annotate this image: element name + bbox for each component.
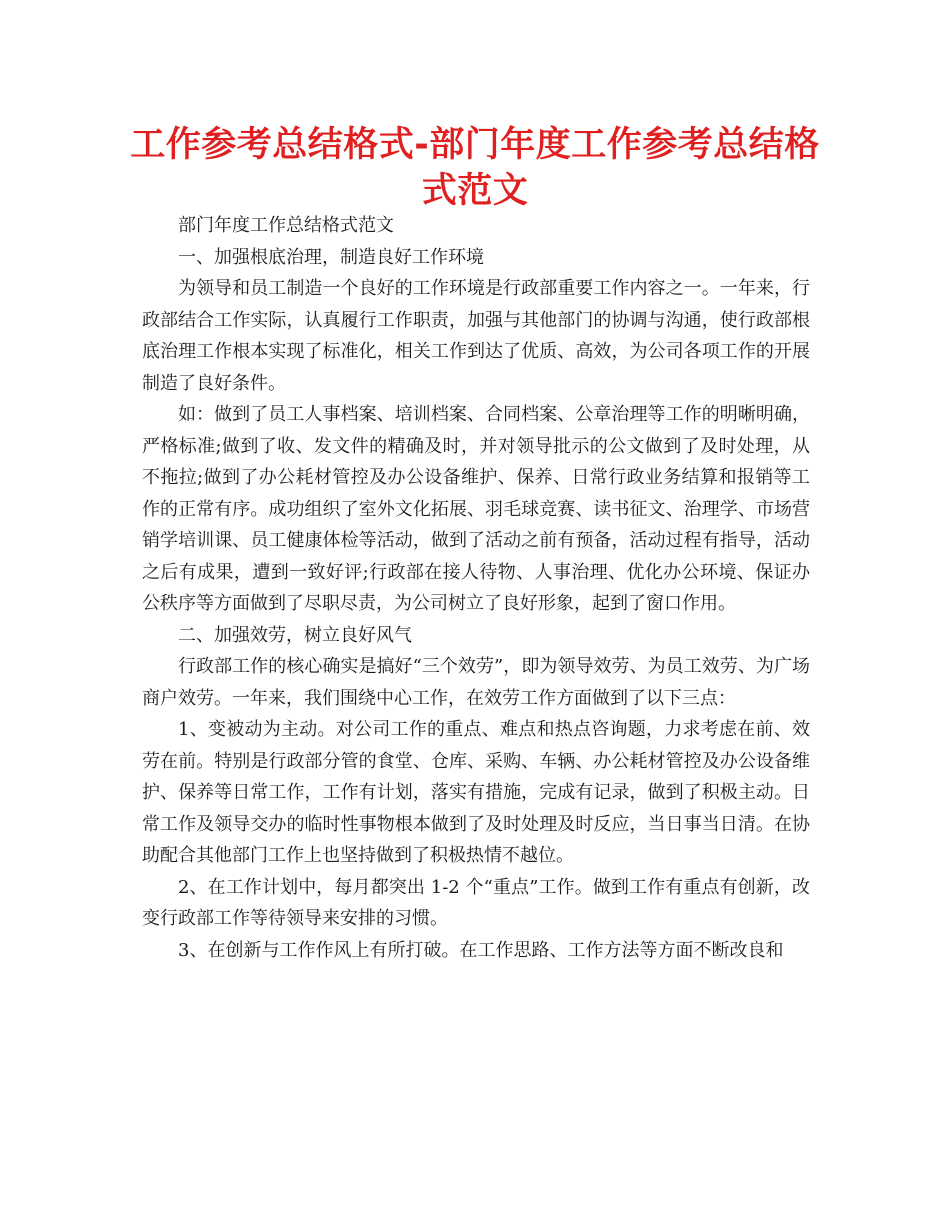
paragraph-item-1: 1、变被动为主动。对公司工作的重点、难点和热点咨询题，力求考虑在前、效劳在前。特别是行政部分管的食堂、仓库、采购、车辆、办公耗材管控及办公设备维护、保养等日常工作，工作有计划，落实有措施，完成有记录，做到了积极主动。日常工作及领导交办的临时性事物根本做到了及时处理及时反应，当日事当日清。在协助配合其他部门工作上也坚持做到了积极热情不越位。: [142, 719, 810, 866]
paragraph-heading-1: 一、加强根底治理，制造良好工作环境: [178, 246, 484, 268]
paragraph-subtitle: 部门年度工作总结格式范文: [178, 215, 394, 236]
paragraph: 如：做到了员工人事档案、培训档案、合同档案、公章治理等工作的明晰明确，严格标准;做到了收、发文件的精确及时，并对领导批示的公文做到了及时处理，从不拖拉;做到了办公耗材管控及办公设备维护、保养、日常行政业务结算和报销等工作的正常有序。成功组织了室外文化拓展、羽毛球竞赛、读书征文、治理学、市场营销学培训课、员工健康体检等活动，做到了活动之前有预备，活动过程有指导，活动之后有成果，遭到一致好评;行政部在接人待物、人事治理、优化办公环境、保证办公秩序等方面做到了尽职尽责，为公司树立了良好形象，起到了窗口作用。: [142, 404, 810, 614]
paragraph-item-3: 3、在创新与工作作风上有所打破。在工作思路、工作方法等方面不断改良和: [178, 939, 784, 961]
paragraph-item-2: 2、在工作计划中，每月都突出 1-2 个“重点”工作。做到工作有重点有创新，改变行政部工作等待领导来安排的习惯。: [142, 876, 810, 929]
document-body: [142, 210, 810, 966]
paragraph-heading-2: 二、加强效劳，树立良好风气: [178, 624, 412, 646]
document-title: 工作参考总结格式-部门年度工作参考总结格式范文: [130, 125, 820, 211]
paragraph: 行政部工作的核心确实是搞好“三个效劳”，即为领导效劳、为员工效劳、为广场商户效劳。一年来，我们围绕中心工作，在效劳工作方面做到了以下三点：: [142, 656, 810, 709]
paragraph: 为领导和员工制造一个良好的工作环境是行政部重要工作内容之一。一年来，行政部结合工作实际，认真履行工作职责，加强与其他部门的协调与沟通，使行政部根底治理工作根本实现了标准化，相关工作到达了优质、高效，为公司各项工作的开展制造了良好条件。: [142, 278, 810, 394]
